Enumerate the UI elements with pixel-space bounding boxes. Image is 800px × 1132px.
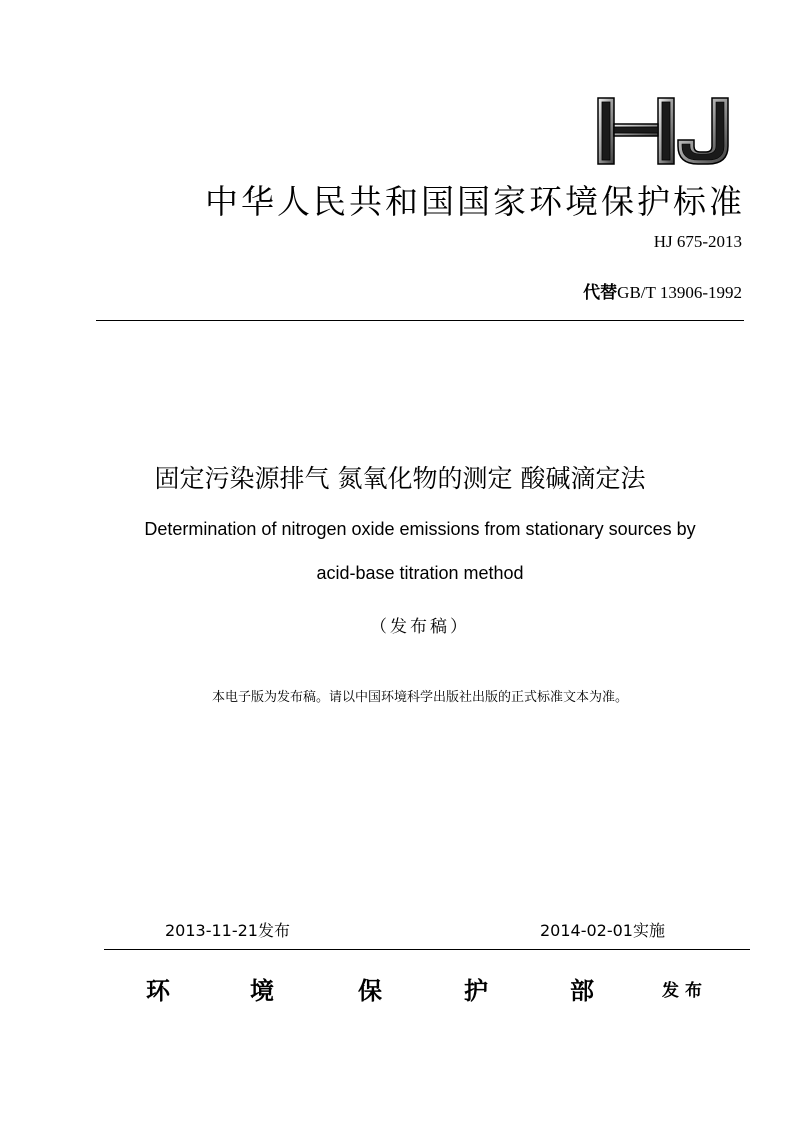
replaces-number: GB/T 13906-1992 <box>617 283 742 302</box>
publisher-char: 保 <box>358 977 382 1005</box>
bottom-divider <box>104 949 750 950</box>
replaces-prefix: 代替 <box>583 283 618 303</box>
effective-date: 2014-02-01实施 <box>540 921 665 940</box>
replaces-line <box>583 278 742 303</box>
publisher-char: 部 <box>570 977 594 1005</box>
hj-logo <box>596 96 732 166</box>
document-title-en-line2: acid-base titration method <box>316 563 524 583</box>
standard-number: HJ 675-2013 <box>653 232 742 251</box>
publisher-char: 护 <box>464 977 488 1005</box>
publisher-line <box>0 971 800 1005</box>
publisher-char: 境 <box>250 977 274 1005</box>
issue-date: 2013-11-21发布 <box>165 921 290 940</box>
draft-label: （发布稿） <box>370 617 470 637</box>
top-divider <box>96 320 744 321</box>
edition-notice: 本电子版为发布稿。请以中国环境科学出版社出版的正式标准文本为准。 <box>211 690 628 705</box>
org-title: 中华人民共和国国家环境保护标准 <box>205 182 745 221</box>
document-title-en-line1: Determination of nitrogen oxide emissions from stationary sources by <box>144 519 696 539</box>
publish-action: 发布 <box>662 981 708 1001</box>
publisher-char: 环 <box>146 977 170 1005</box>
document-title-cn: 固定污染源排气 氮氧化物的测定 酸碱滴定法 <box>154 464 646 493</box>
